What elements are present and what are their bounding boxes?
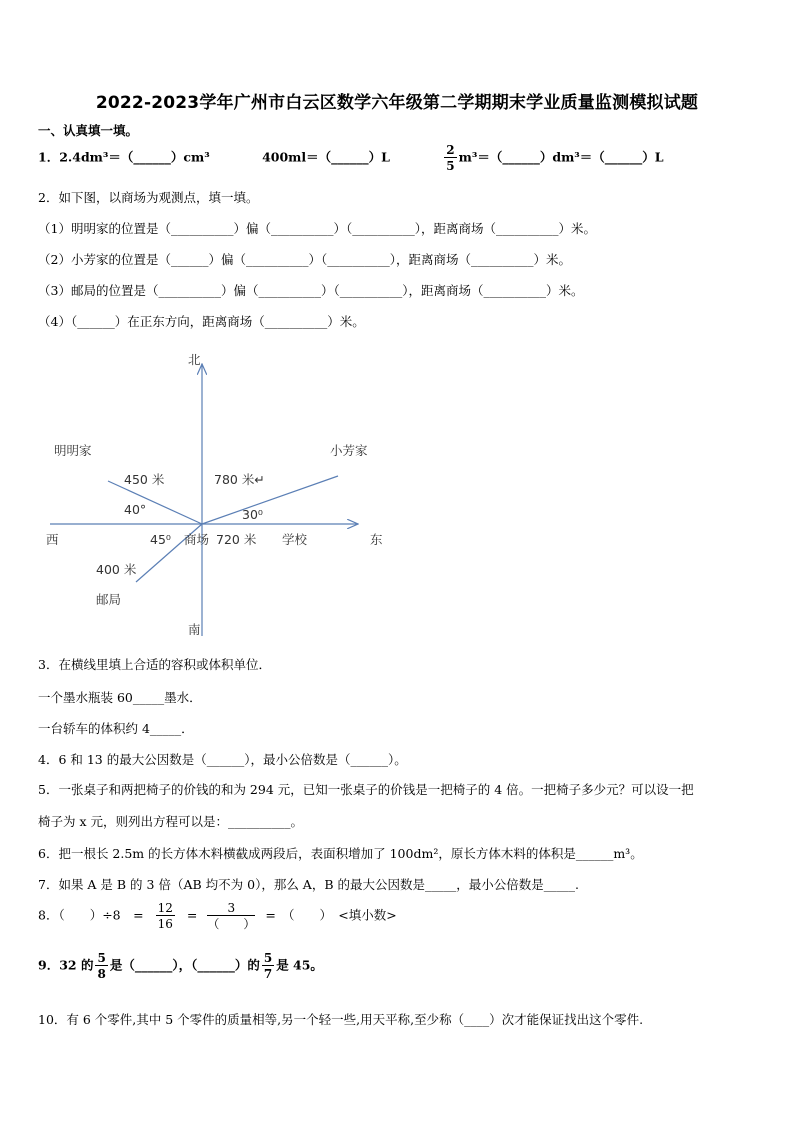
label-mingming-home: 明明家 bbox=[54, 443, 92, 458]
q9-fraction-2: $\frac{5}{7}$ bbox=[263, 951, 273, 981]
label-distance-780: 780 米↵ bbox=[214, 472, 265, 487]
direction-diagram bbox=[38, 346, 398, 646]
section-heading: 一、认真填一填。 bbox=[38, 123, 139, 138]
question-7: 7．如果 A 是 B 的 3 倍（AB 均不为 0），那么 A，B 的最大公因数是_____，最小公倍数是_____. bbox=[38, 877, 579, 892]
question-2-line-2: （2）小芳家的位置是（______）偏（__________）（__________），距离商场（__________）米。 bbox=[38, 252, 571, 267]
page-title: 2022-2023学年广州市白云区数学六年级第二学期期末学业质量监测模拟试题 bbox=[95, 93, 699, 113]
question-5-line-1: 5．一张桌子和两把椅子的价钱的和为 294 元，已知一张桌子的价钱是一把椅子的 4 倍。一把椅子多少元？可以设一把 bbox=[38, 782, 694, 797]
q9-middle: 是（______），（______）的 bbox=[109, 957, 260, 973]
label-angle-30: 30⁰ bbox=[242, 507, 263, 522]
question-1 bbox=[38, 144, 664, 172]
label-west: 西 bbox=[46, 532, 59, 547]
question-3-line-2: 一台轿车的体积约 4_____． bbox=[38, 721, 194, 736]
label-mall: 商场 bbox=[184, 532, 210, 547]
label-post-office: 邮局 bbox=[96, 592, 122, 607]
label-east: 东 bbox=[370, 532, 383, 547]
question-6: 6．把一根长 2.5m 的长方体木料横截成两段后，表面积增加了 100dm²，原长方体木料的体积是______m³。 bbox=[38, 846, 643, 861]
question-5-line-2: 椅子为 x 元，则列出方程可以是：__________。 bbox=[38, 814, 303, 829]
label-school: 学校 bbox=[282, 532, 308, 547]
q8-equals: = bbox=[186, 907, 198, 923]
q8-fraction-1: $\frac{12}{16}$ bbox=[157, 901, 173, 931]
q9-suffix: 是 45。 bbox=[276, 957, 323, 973]
q9-fraction-1: $\frac{5}{8}$ bbox=[97, 951, 106, 981]
q1-part-a: 1．2.4dm³＝（______）cm³ bbox=[38, 149, 210, 165]
question-2-intro: 2．如下图，以商场为观测点，填一填。 bbox=[38, 190, 259, 205]
question-2-line-4: （4）（______）在正东方向，距离商场（__________）米。 bbox=[38, 314, 365, 329]
q9-prefix: 9．32 的 bbox=[38, 957, 94, 973]
label-distance-720: 720 米 bbox=[216, 532, 257, 547]
label-angle-45: 45⁰ bbox=[150, 532, 171, 547]
label-distance-400: 400 米 bbox=[96, 562, 137, 577]
question-3-line-1: 一个墨水瓶装 60_____墨水． bbox=[38, 690, 202, 705]
mingming-ray bbox=[108, 481, 202, 524]
q8-suffix: = （ ） <填小数> bbox=[265, 907, 397, 923]
q8-prefix: 8．（ ）÷8 = bbox=[38, 907, 144, 923]
label-xiaofang-home: 小芳家 bbox=[330, 443, 368, 458]
q8-fraction-2: $\frac{3}{( )}$ bbox=[207, 901, 256, 931]
label-south: 南 bbox=[188, 622, 201, 637]
question-3-intro: 3．在横线里填上合适的容积或体积单位． bbox=[38, 657, 271, 672]
question-10: 10．有 6 个零件,其中 5 个零件的质量相等,另一个轻一些,用天平称,至少称（____）次才能保证找出这个零件. bbox=[38, 1012, 644, 1027]
q1-fraction: $\frac{2}{5}$ bbox=[446, 143, 455, 173]
label-distance-450: 450 米 bbox=[124, 472, 165, 487]
label-north: 北 bbox=[188, 352, 201, 367]
question-2-line-3: （3）邮局的位置是（__________）偏（__________）（__________），距离商场（__________）米。 bbox=[38, 283, 584, 298]
q1-part-b: 400ml＝（______）L bbox=[262, 149, 390, 165]
question-2-line-1: （1）明明家的位置是（__________）偏（__________）（__________），距离商场（__________）米。 bbox=[38, 221, 596, 236]
question-8 bbox=[38, 902, 397, 930]
label-angle-40: 40° bbox=[124, 502, 147, 517]
q1-part-c: m³＝（______）dm³＝（______）L bbox=[458, 149, 664, 165]
question-9 bbox=[38, 952, 323, 980]
question-4: 4．6 和 13 的最大公因数是（______），最小公倍数是（______）。 bbox=[38, 752, 407, 767]
